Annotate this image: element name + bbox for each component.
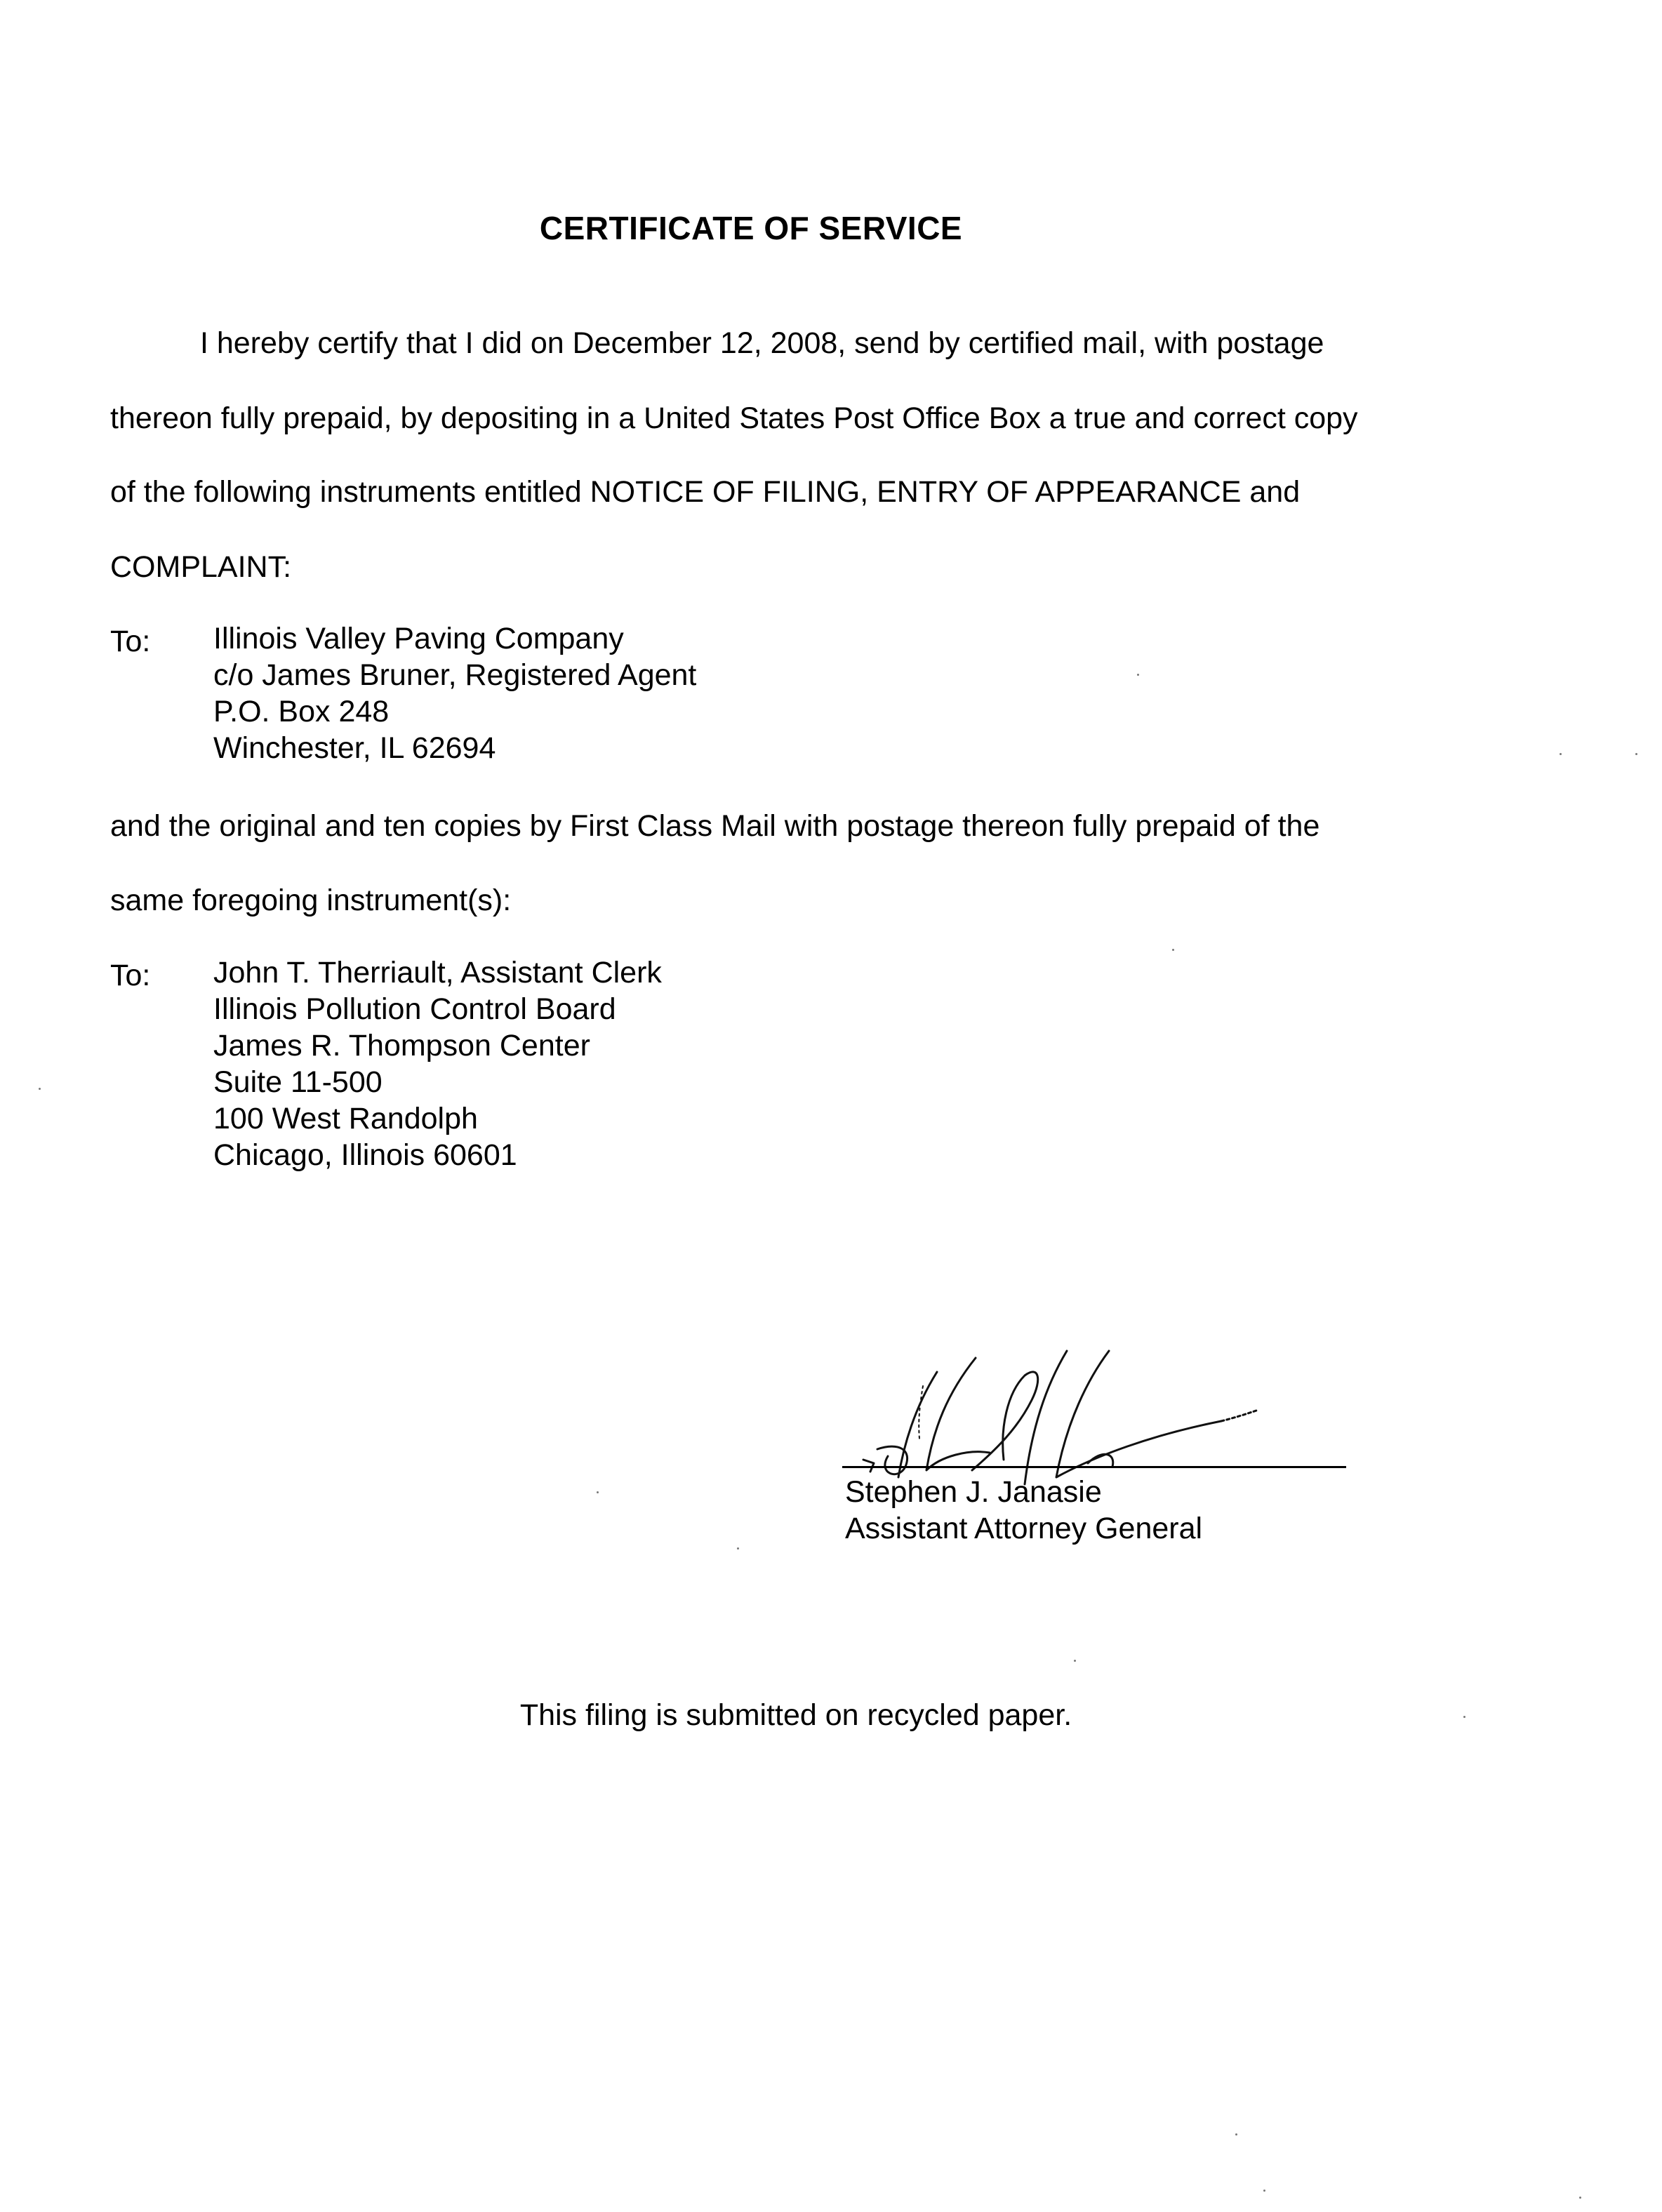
recipient2-label: To:	[110, 959, 151, 992]
recipient1-line: Winchester, IL 62694	[213, 731, 496, 765]
recipient1-address	[213, 620, 696, 766]
scan-speck	[1579, 2197, 1581, 2199]
footer-note: This filing is submitted on recycled paper.	[519, 1698, 1072, 1732]
scan-speck	[1172, 949, 1174, 951]
scan-speck	[1074, 1660, 1076, 1662]
signer-name: Stephen J. Janasie	[845, 1475, 1102, 1509]
scan-speck	[1560, 753, 1562, 755]
scan-speck	[39, 1088, 41, 1090]
recipient1-line: Illinois Valley Paving Company	[213, 622, 624, 655]
document-title: CERTIFICATE OF SERVICE	[539, 210, 963, 246]
recipient2-line: 100 West Randolph	[213, 1102, 478, 1135]
signer-title: Assistant Attorney General	[845, 1512, 1203, 1545]
scan-speck	[1635, 753, 1637, 755]
paragraph1-line-1: I hereby certify that I did on December 12, 2008, send by certified mail, with postage	[200, 326, 1324, 360]
scan-speck	[1263, 2190, 1265, 2192]
paragraph2-line-1: and the original and ten copies by First Class Mail with postage thereon fully prepaid of the	[110, 809, 1320, 843]
scan-speck	[1463, 1716, 1465, 1718]
recipient1-line: c/o James Bruner, Registered Agent	[213, 658, 697, 692]
paragraph1-line-4: COMPLAINT:	[110, 550, 292, 584]
paragraph1-line-3: of the following instruments entitled NOTICE OF FILING, ENTRY OF APPEARANCE and	[110, 475, 1301, 509]
scan-speck	[597, 1491, 599, 1493]
scan-speck	[1235, 2133, 1237, 2136]
paragraph2-line-2: same foregoing instrument(s):	[110, 884, 512, 917]
recipient2-line: John T. Therriault, Assistant Clerk	[213, 956, 662, 990]
paragraph1-line-2: thereon fully prepaid, by depositing in a United States Post Office Box a true and correct copy	[110, 401, 1358, 435]
scan-speck	[1137, 674, 1139, 676]
recipient2-line: Illinois Pollution Control Board	[213, 992, 616, 1026]
recipient2-line: James R. Thompson Center	[213, 1029, 590, 1062]
signature-line	[842, 1466, 1346, 1468]
recipient2-line: Suite 11-500	[213, 1065, 383, 1099]
recipient2-line: Chicago, Illinois 60601	[213, 1138, 517, 1172]
recipient1-label: To:	[110, 625, 151, 658]
recipient2-address	[213, 954, 662, 1173]
signature-block	[845, 1474, 1202, 1547]
scan-speck	[737, 1547, 739, 1550]
handwritten-signature	[856, 1344, 1263, 1495]
recipient1-line: P.O. Box 248	[213, 695, 390, 728]
